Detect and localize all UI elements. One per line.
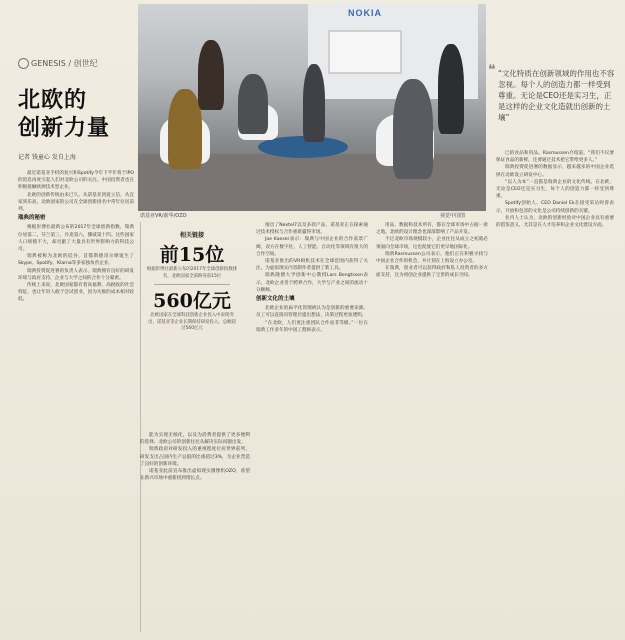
stats-header: 相关链接 <box>179 232 204 239</box>
globe-icon <box>18 58 29 69</box>
paragraph: “在北欧，人们更注重团队合作而非等级。”一位在瑞典工作多年的中国工程师表示。 <box>256 320 368 333</box>
paragraph: Spotify创始人、CEO Daniel Ek在接受采访时曾表示，开放和包容的文化是公司持续创新的关键。 <box>496 201 614 214</box>
photo-person <box>303 64 325 142</box>
photo-brand-text: NOKIA <box>348 8 382 18</box>
headline-line-1: 北欧的 <box>18 87 88 113</box>
paragraph: 瑞典被称为北欧的硅谷，首都斯德哥尔摩诞生了Skype、Spotify、Klarna等多家独角兽企业。 <box>18 254 134 267</box>
paragraph: 能为实现无纸化，以及为消费者提供了更多便利的选择。北欧公司的创新往往从解决实际问题出发。 <box>140 433 250 446</box>
photo-screen <box>328 30 402 74</box>
paragraph: 业内人士认为，北欧的创新经验对中国企业具有重要的借鉴意义，尤其是在人才培养和企业文化建设方面。 <box>496 215 614 229</box>
paragraph: 诺基亚此前宣布推出虚拟现实摄像机OZO，希望在新兴市场中重新找到增长点。 <box>140 469 250 482</box>
section-label <box>18 58 98 69</box>
photo-person <box>393 79 433 179</box>
article-column-3 <box>256 222 368 632</box>
paragraph: 不过北欧市场规模较小，企业往往从成立之初就必须面向全球市场，这也促使它们更早地国际化。 <box>376 237 488 250</box>
paragraph: 根据彭博社最新公布的2017年全球创新指数，瑞典位居第二，芬兰第三，丹麦第六，挪威第十四。这些国家人口规模不大，却贡献了大量具有世界影响力的科技公司。 <box>18 225 134 253</box>
photo-person <box>198 40 224 110</box>
amount-note: 北欧国家在全球科技创新企业投入中表现突出，诺基亚等企业长期保持研发投入，总额超过560亿元 <box>148 313 236 332</box>
paragraph: 北欧企业的扁平化管理被认为是创新的重要来源。员工可以直接向管理层提出想法，决策过程更加透明。 <box>256 306 368 319</box>
paragraph: 瑞典政府对研发投入的重视程度位居世界前列，研发支出占国内生产总值的比重超过3%，为企业营造了良好的创新环境。 <box>140 447 250 467</box>
paragraph: 瑞典隆德大学创新中心教授Lars Bengtsson表示，北欧企业善于跨界合作，大学与产业之间的流动十分顺畅。 <box>256 273 368 293</box>
subheading: 创新文化的土壤 <box>256 296 295 303</box>
photo-credit-right: 视觉中国图 <box>440 213 466 219</box>
headline <box>18 86 110 142</box>
rank-value: 前15位 <box>159 244 225 266</box>
paragraph: Joe Kaeser表示：瑞典与中国企业的合作前景广阔，双方在数字化、人工智能、自动化等领域有很大的合作空间。 <box>256 237 368 257</box>
headline-line-2: 创新力量 <box>18 115 111 141</box>
article-column-4 <box>376 222 488 632</box>
paragraph: 已的食品和用品。Rasmussen介绍道，“我们不仅要保证食品的新鲜，还要通过技术把它带给更多人。” <box>496 151 614 164</box>
amount-value: 560亿元 <box>153 290 231 313</box>
byline: 记者 钱童心 发自上海 <box>18 154 76 161</box>
section-label-text: GENESIS / 创世纪 <box>31 59 98 68</box>
paragraph: 北欧的创新传统由来已久。从诺基亚到爱立信，从宜家到乐高，北欧国家的公司在全球创新排名中常年位居前列。 <box>18 192 134 213</box>
article-column-5 <box>496 150 614 632</box>
rank-note: 根据彭博社最新公布的2017年全球创新指数排名，北欧国家全部跻身前15位 <box>146 267 238 279</box>
paragraph: 瑞典投资促进署的数据显示，越来越多的中国企业选择在北欧设立研发中心。 <box>496 165 614 178</box>
paragraph: 传统上来说，北欧国家都有着高福利、高税收的社会特征，也让年轻人敢于尝试创业，因为失败的成本相对较低。 <box>18 283 134 303</box>
article-column-1 <box>18 170 134 632</box>
paragraph: 诺基亚推出的VR相机技术在全球范围内获得了关注，为虚拟现实内容制作者提供了新工具。 <box>256 259 368 272</box>
paragraph: “以人为本”一直都是瑞典企业的文化传统。在北欧，无论是CEO还是实习生，每个人的创造力都一样受到尊重。 <box>496 179 614 200</box>
paragraph: 瑞典Rasmussen公司表示，他们正在积极寻找与中国企业合作的机会，并计划在上海设立办公室。 <box>376 251 488 265</box>
pull-quote: “文化特质在创新领域的作用也不容忽视。每个人的创造力都一样受到尊重。无论是CEO还是实习生，正是这样的企业文化造就出创新的土壤” <box>498 69 615 122</box>
paragraph: 在瑞典，创业者可以获得政府和私人投资者的多方面支持，这为初创企业提供了宝贵的成长空间。 <box>376 266 488 279</box>
stats-divider <box>154 284 230 285</box>
paragraph: 最近诺基亚手机的复兴和Spotify今年下半年将于IPO的消息再度引起人们对北欧公司的关注。中国投资者也在积极接触欧洲技术型企业。 <box>18 171 134 191</box>
photo-person <box>238 74 268 134</box>
paragraph: 用品，数据和技术所有，都在全球市场中占据一席之地。北欧的设计理念也深深影响了产品开发。 <box>376 223 488 236</box>
quote-mark-icon: ❝ <box>488 62 496 78</box>
photo-credit-left: 诺基亚VR/新华/OZO <box>140 213 187 219</box>
subheading: 瑞典的秘密 <box>18 215 46 222</box>
paragraph: 推出了Nextel7以及多款产品，诺基亚正在探索通过技术授权与合作重新赢得市场。 <box>256 223 368 236</box>
vr-exhibition-photo <box>138 4 486 211</box>
photo-person <box>168 89 202 169</box>
related-stats-box <box>146 230 238 333</box>
article-column-2 <box>140 432 250 632</box>
photo-person <box>438 44 464 134</box>
paragraph: 瑞典投资促进署的负责人表示，瑞典拥有良好的研发环境与政府支持，企业与大学之间的合作十分紧密。 <box>18 268 134 281</box>
